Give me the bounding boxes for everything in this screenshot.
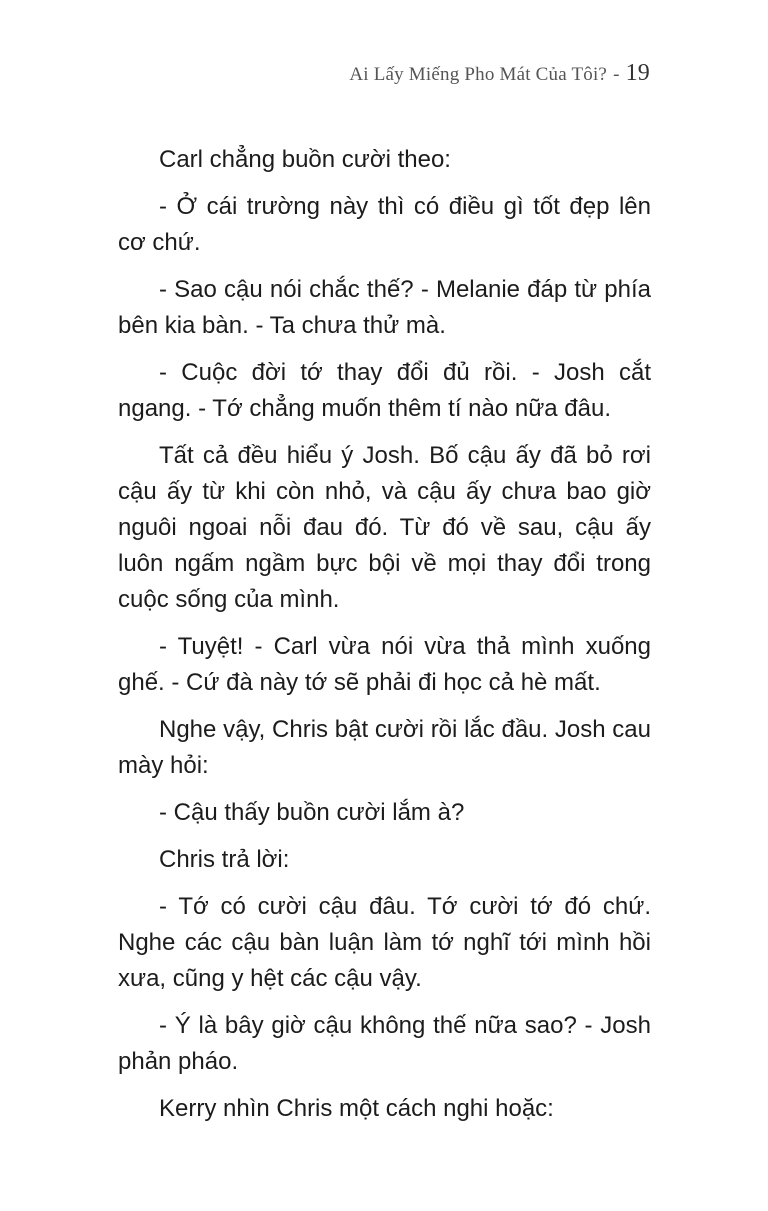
paragraph: Chris trả lời: [159,846,290,873]
paragraph: Kerry nhìn Chris một cách nghi hoặc: [159,1095,554,1122]
book-title: Ai Lấy Miếng Pho Mát Của Tôi? [349,64,608,85]
paragraph: - Cuộc đời tớ thay đổi đủ rồi. - Josh cắt ngang. - Tớ chẳng muốn thêm tí nào nữa đâu. [118,359,651,422]
paragraph: - Tuyệt! - Carl vừa nói vừa thả mình xuống ghế. - Cứ đà này tớ sẽ phải đi học cả hè mất. [118,633,651,696]
header-separator: - [613,64,620,85]
body-text [118,142,651,1138]
paragraph: Nghe vậy, Chris bật cười rồi lắc đầu. Josh cau mày hỏi: [118,716,651,779]
paragraph: - Cậu thấy buồn cười lắm à? [159,799,465,826]
paragraph: - Ý là bây giờ cậu không thế nữa sao? - Josh phản pháo. [118,1012,651,1075]
paragraph: - Sao cậu nói chắc thế? - Melanie đáp từ phía bên kia bàn. - Ta chưa thử mà. [118,276,651,339]
paragraph: Carl chẳng buồn cười theo: [159,146,451,173]
paragraph: Tất cả đều hiểu ý Josh. Bố cậu ấy đã bỏ rơi cậu ấy từ khi còn nhỏ, và cậu ấy chưa bao giờ nguôi ngoai nỗi đau đó. Từ đó về sau, cậu ấy luôn ngấm ngầm bực bội về mọi thay đổi trong cuộc sống của mình. [118,442,651,613]
paragraph: - Tớ có cười cậu đâu. Tớ cười tớ đó chứ. Nghe các cậu bàn luận làm tớ nghĩ tới mình hồi xưa, cũng y hệt các cậu vậy. [118,893,651,992]
page-number: 19 [625,60,650,86]
paragraph: - Ở cái trường này thì có điều gì tốt đẹp lên cơ chứ. [118,193,651,256]
running-header [349,60,650,87]
